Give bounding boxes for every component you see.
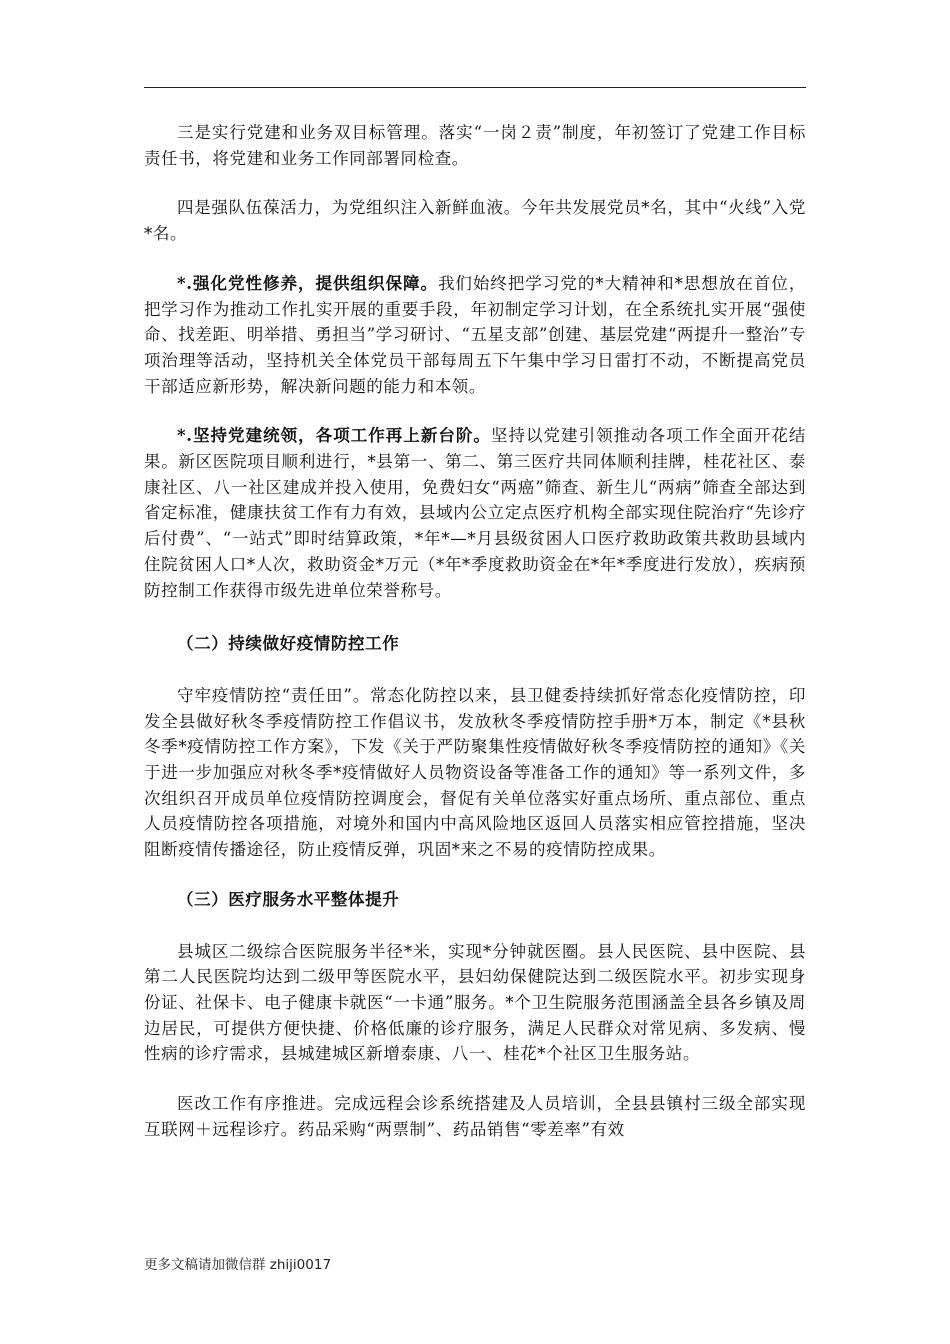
- header-rule: [144, 87, 806, 88]
- section-3-paragraph-2: 医改工作有序推进。完成远程会诊系统搭建及人员培训，全县县镇村三级全部实现互联网＋远程诊疗。药品采购“两票制”、药品销售“零差率”有效: [144, 1094, 806, 1139]
- section-3-paragraph-1: 县城区二级综合医院服务半径*米，实现*分钟就医圈。县人民医院、县中医院、县第二人民医院均达到二级甲等医院水平，县妇幼保健院达到二级医院水平。初步实现身份证、社保卡、电子健康卡就医“一卡通”服务。*个卫生院服务范围涵盖全县各乡镇及周边居民，可提供方便快捷、价格低廉的诊疗服务，满足人民群众对常见病、多发病、慢性病的诊疗需求，县城建城区新增泰康、八一、桂花*个社区卫生服务站。: [144, 941, 806, 1064]
- paragraph-4-text: 坚持以党建引领推动各项工作全面开花结果。新区医院项目顺利进行，*县第一、第二、第三医疗共同体顺利挂牌，桂花社区、泰康社区、八一社区建成并投入使用，免费妇女“两癌”筛查、新生儿“两病”筛查全部达到省定标准，健康扶贫工作有力有效，县域内公立定点医疗机构全部实现住院治疗“先诊疗后付费”、“一站式”即时结算政策，*年*—*月县级贫困人口医疗救助政策共救助县域内住院贫困人口*人次，救助资金*万元（*年*季度救助资金在*年*季度进行发放），疾病预防控制工作获得市级先进单位荣誉称号。: [144, 426, 806, 600]
- document-body: [144, 120, 806, 1167]
- paragraph-3-text: 我们始终把学习党的*大精神和*思想放在首位，把学习作为推动工作扎实开展的重要手段，年初制定学习计划，在全系统扎实开展“强使命、找差距、明举措、勇担当”学习研讨、“五星支部”创建、基层党建“两提升一整治”专项治理等活动，坚持机关全体党员干部每周五下午集中学习日雷打不动，不断提高党员干部适应新形势，解决新问题的能力和本领。: [144, 273, 806, 396]
- paragraph-3: [144, 271, 806, 400]
- section-2-paragraph: 守牢疫情防控“责任田”。常态化防控以来，县卫健委持续抓好常态化疫情防控，印发全县做好秋冬季疫情防控工作倡议书，发放秋冬季疫情防控手册*万本，制定《*县秋冬季*疫情防控工作方案》，下发《关于严防聚集性疫情做好秋冬季疫情防控的通知》《关于进一步加强应对秋冬季*疫情做好人员物资设备等准备工作的通知》等一系列文件，多次组织召开成员单位疫情防控调度会，督促有关单位落实好重点场所、重点部位、重点人员疫情防控各项措施，对境外和国内中高风险地区返回人员落实相应管控措施，坚决阻断疫情传播途径，防止疫情反弹，巩固*来之不易的疫情防控成果。: [144, 685, 806, 860]
- paragraph-4-lead: *.坚持党建统领，各项工作再上新台阶。: [177, 426, 491, 446]
- paragraph-1: [144, 120, 806, 171]
- section-3-heading: （三）医疗服务水平整体提升: [177, 889, 400, 909]
- paragraph-4: [144, 423, 806, 603]
- paragraph-2-text: 四是强队伍葆活力，为党组织注入新鲜血液。今年共发展党员*名，其中“火线”入党*名。: [144, 198, 806, 244]
- section-2-heading: （二）持续做好疫情防控工作: [177, 634, 400, 654]
- paragraph-3-lead: *.强化党性修养，提供组织保障。: [177, 273, 438, 293]
- footer-note: 更多文稿请加微信群 zhiji0017: [144, 1257, 332, 1273]
- paragraph-2: [144, 195, 806, 246]
- paragraph-1-text: 三是实行党建和业务双目标管理。落实“一岗２责”制度，年初签订了党建工作目标责任书，将党建和业务工作同部署同检查。: [144, 123, 806, 168]
